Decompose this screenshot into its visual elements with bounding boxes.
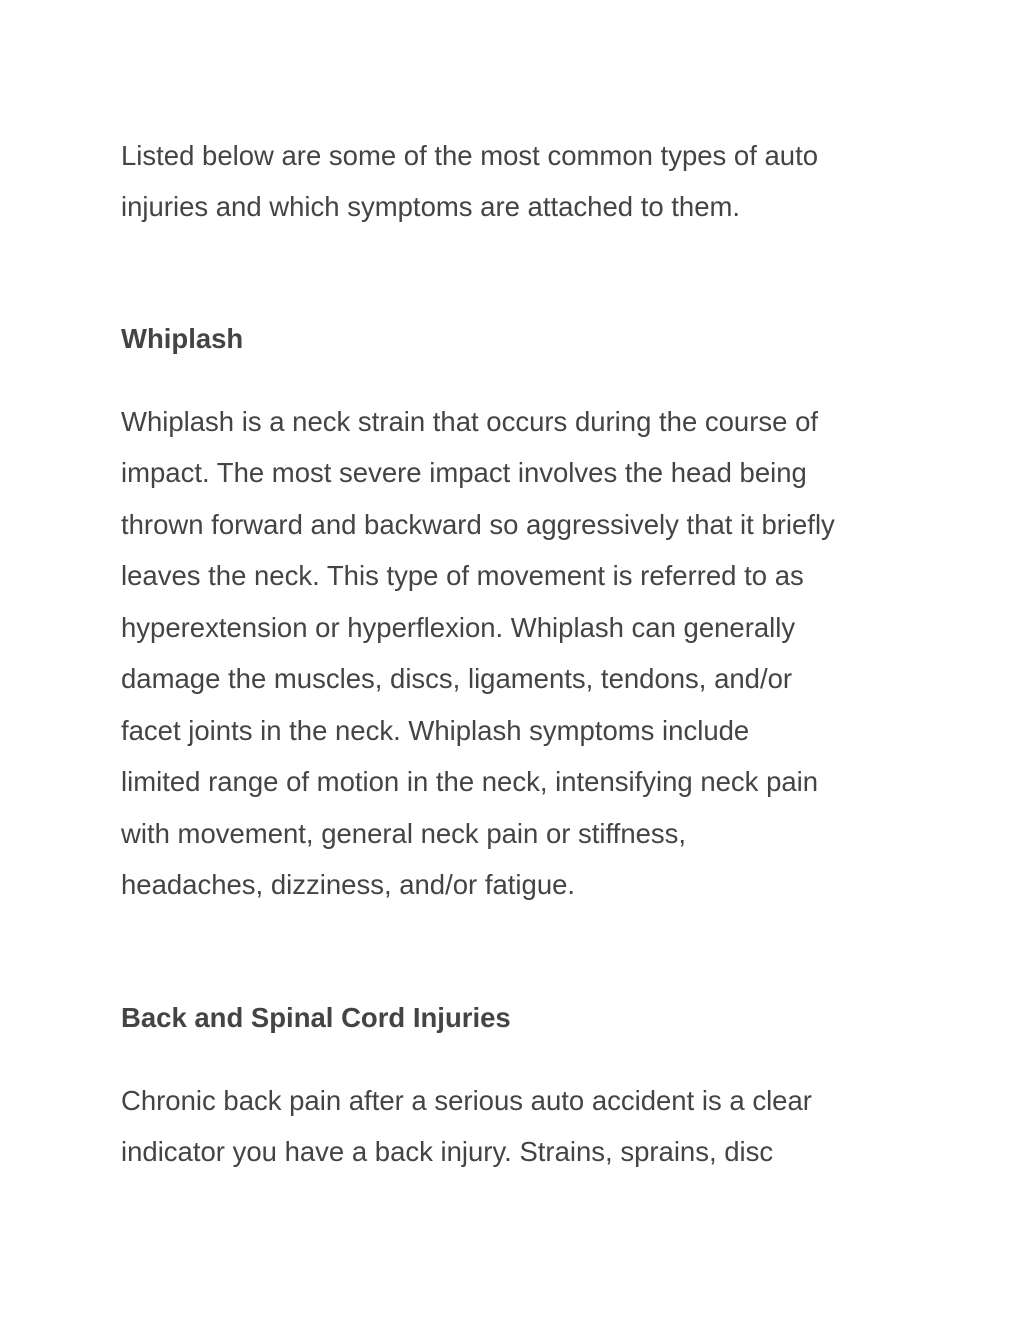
intro-line: injuries and which symptoms are attached to them. — [121, 191, 741, 222]
paragraph-line: indicator you have a back injury. Strains, sprains, disc — [121, 1136, 774, 1167]
section-heading: Whiplash — [121, 323, 244, 354]
paragraph-line: Whiplash is a neck strain that occurs during the course of — [121, 406, 819, 437]
paragraph-line: headaches, dizziness, and/or fatigue. — [121, 869, 576, 900]
paragraph-line: impact. The most severe impact involves the head being — [121, 457, 807, 488]
paragraph-line: limited range of motion in the neck, intensifying neck pain — [121, 766, 819, 797]
paragraph-line: facet joints in the neck. Whiplash symptoms include — [121, 715, 750, 746]
section-heading: Back and Spinal Cord Injuries — [121, 1002, 511, 1033]
intro-line: Listed below are some of the most common types of auto — [121, 140, 819, 171]
paragraph-line: hyperextension or hyperflexion. Whiplash can generally — [121, 612, 796, 643]
paragraph-line: with movement, general neck pain or stiffness, — [121, 818, 687, 849]
paragraph-line: leaves the neck. This type of movement is referred to as — [121, 560, 804, 591]
paragraph-line: Chronic back pain after a serious auto accident is a clear — [121, 1085, 812, 1116]
paragraph-line: damage the muscles, discs, ligaments, tendons, and/or — [121, 663, 793, 694]
paragraph-line: thrown forward and backward so aggressively that it briefly — [121, 509, 835, 540]
